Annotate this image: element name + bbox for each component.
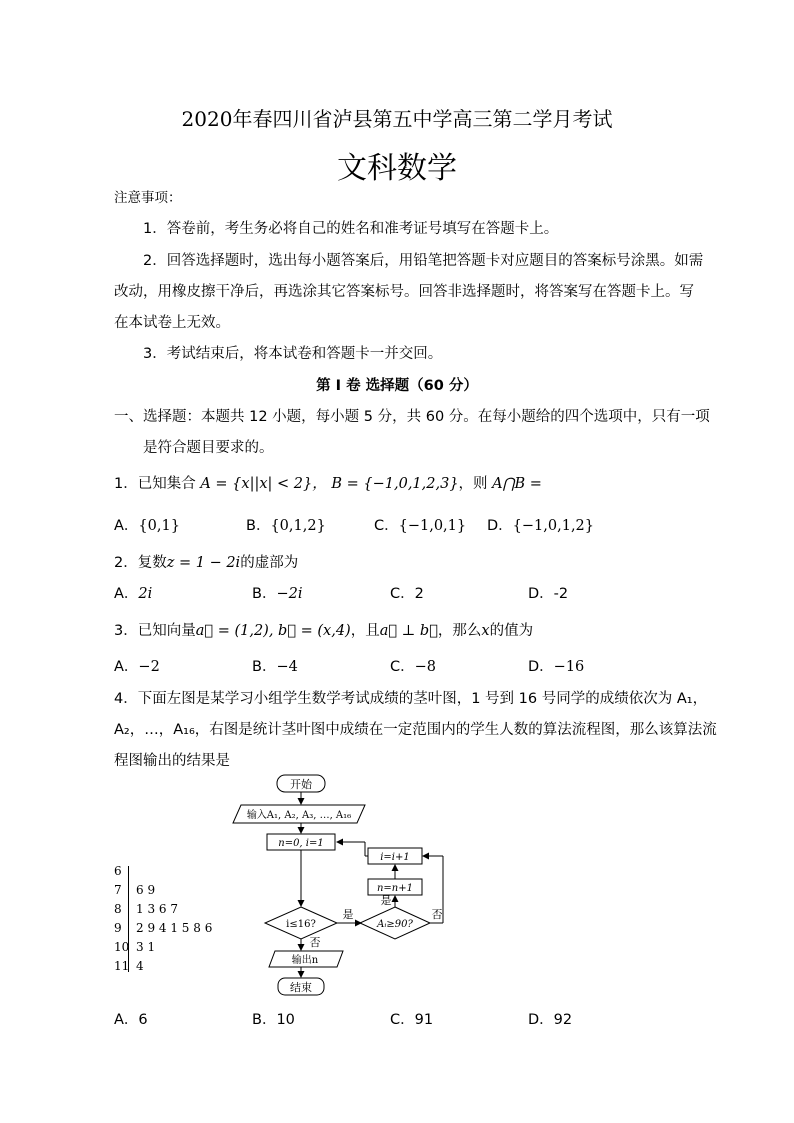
input-label: 输入A₁, A₂, A₃, …, A₁₆: [246, 810, 352, 821]
notice-item-1: 1．答卷前，考生务必将自己的姓名和准考证号填写在答题卡上。: [143, 221, 559, 237]
stem-row: 8 1 3 6 7: [114, 902, 178, 916]
exam-title: 2020年春四川省泸县第五中学高三第二学月考试: [181, 107, 613, 131]
yes-label-loop: 是: [342, 908, 354, 921]
increment-i-label: i=i+1: [380, 852, 410, 863]
q3-mid: ，且: [350, 623, 380, 639]
subject-title: 文科数学: [337, 151, 457, 186]
q2-option-a: A．2i: [114, 586, 153, 602]
question-2: [114, 551, 298, 572]
q1-suffix: ，则: [458, 476, 488, 492]
q1-option-a: A．{0,1}: [114, 518, 180, 534]
stem-row: 6: [114, 864, 122, 878]
section-intro-line-1: 一、选择题：本题共 12 小题，每小题 5 分，共 60 分。在每小题给的四个选项中，只有一项: [114, 409, 710, 425]
stem-row: 11 4: [114, 959, 144, 973]
q2-option-c: C．2: [390, 586, 424, 602]
q1-set-a: A = {x||x| < 2}，: [200, 476, 327, 492]
q1-option-c: C．{−1,0,1}: [374, 518, 467, 534]
q2-prefix: 2．复数: [114, 555, 167, 571]
q3-mid2: ，那么: [437, 623, 482, 639]
question-4-line-2: A₂，…，A₁₆，右图是统计茎叶图中成绩在一定范围内的学生人数的算法流程图，那么该算法流: [114, 722, 717, 738]
q1-expression: A⋂B =: [492, 476, 542, 492]
q4-option-d: D．92: [528, 1012, 573, 1028]
notice-item-3: 3．考试结束后，将本试卷和答题卡一并交回。: [143, 346, 443, 362]
q1-option-d: D．{−1,0,1,2}: [487, 518, 595, 534]
notice-item-2-line-3: 在本试卷上无效。: [114, 315, 230, 331]
q3-perpendicular: a⃗ ⊥ b⃗: [379, 623, 438, 639]
q3-option-c: C．−8: [390, 659, 436, 675]
q2-option-d: D．-2: [528, 586, 569, 602]
q1-prefix: 1．已知集合: [114, 476, 196, 492]
score-condition-label: Aᵢ≥90?: [377, 919, 413, 930]
stem-row: 9 2 9 4 1 5 8 6: [114, 921, 213, 935]
q2-suffix: 的虚部为: [240, 555, 299, 571]
q3-variable: x: [481, 623, 490, 639]
q3-prefix: 3．已知向量: [114, 623, 196, 639]
stem-leaf-plot: [112, 864, 232, 976]
no-label-score: 否: [431, 908, 443, 921]
q1-option-b: B．{0,1,2}: [246, 518, 326, 534]
q3-vectors: a⃗ = (1,2), b⃗ = (x,4): [195, 623, 351, 639]
q4-option-a: A．6: [114, 1012, 148, 1028]
loop-condition-label: i≤16?: [286, 919, 316, 930]
notice-item-2-line-2: 改动，用橡皮擦干净后，再选涂其它答案标号。回答非选择题时，将答案写在答题卡上。写: [114, 284, 694, 300]
q3-option-b: B．−4: [252, 659, 298, 675]
q3-option-a: A．−2: [114, 659, 160, 675]
q2-option-b: B．−2i: [252, 586, 303, 602]
increment-n-label: n=n+1: [376, 883, 414, 894]
section-title: 第 I 卷 选择题（60 分）: [316, 378, 478, 394]
q3-suffix: 的值为: [489, 623, 534, 639]
notice-heading: 注意事项：: [114, 190, 182, 206]
section-intro-line-2: 是符合题目要求的。: [143, 440, 274, 456]
q3-option-d: D．−16: [528, 659, 585, 675]
question-4-line-3: 程图输出的结果是: [114, 753, 230, 769]
question-4-line-1: 4．下面左图是某学习小组学生数学考试成绩的茎叶图，1 号到 16 号同学的成绩依次为 A₁，: [114, 691, 708, 707]
init-label: n=0, i=1: [278, 838, 324, 849]
q1-set-b: B = {−1,0,1,2,3}: [331, 476, 459, 492]
q2-expression: z = 1 − 2i: [166, 555, 241, 571]
yes-label-score: 是: [380, 894, 392, 907]
q4-option-b: B．10: [252, 1012, 295, 1028]
output-label: 输出n: [291, 955, 319, 966]
notice-item-2-line-1: 2．回答选择题时，选出每小题答案后，用铅笔把答题卡对应题目的答案标号涂黑。如需: [143, 253, 704, 269]
end-label: 结束: [290, 981, 312, 994]
start-label: 开始: [290, 778, 312, 791]
question-3: [114, 619, 533, 640]
stem-leaf-divider: [128, 866, 129, 972]
q4-option-c: C．91: [390, 1012, 434, 1028]
stem-row: 7 6 9: [114, 883, 156, 897]
no-label-loop: 否: [309, 936, 321, 949]
question-1: [114, 472, 542, 493]
stem-row: 10 3 1: [114, 940, 156, 954]
algorithm-flowchart: [215, 772, 475, 1004]
